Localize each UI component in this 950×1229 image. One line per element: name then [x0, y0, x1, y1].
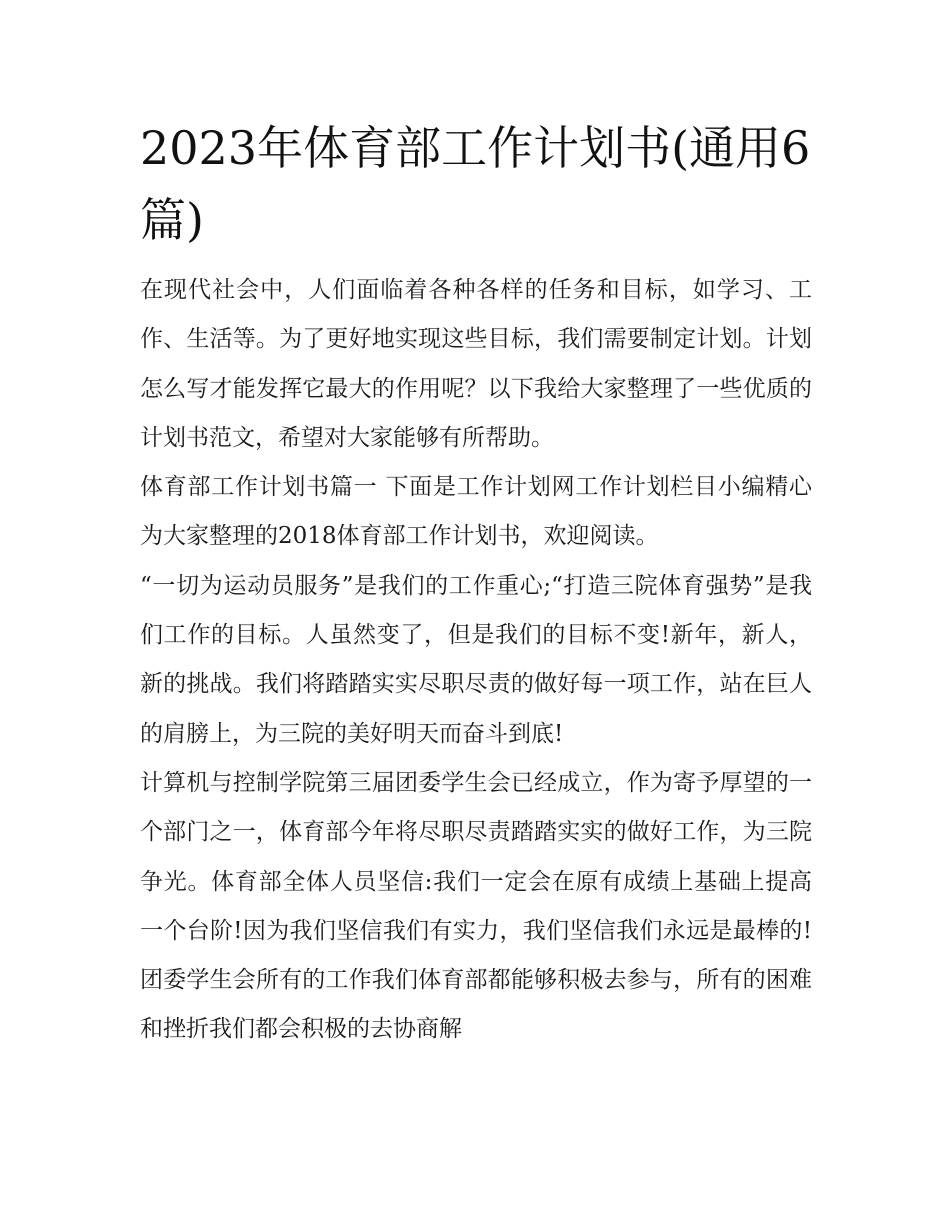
paragraph-intro: 在现代社会中，人们面临着各种各样的任务和目标，如学习、工作、生活等。为了更好地实现这些目标，我们需要制定计划。计划怎么写才能发挥它最大的作用呢？以下我给大家整理了一些优质的计划书范文，希望对大家能够有所帮助。 — [140, 277, 812, 451]
paragraph-plan-one: 体育部工作计划书篇一 下面是工作计划网工作计划栏目小编精心为大家整理的2018体育部工作计划书，欢迎阅读。 — [140, 474, 812, 550]
document-body — [140, 112, 812, 1055]
paragraph-goal: “一切为运动员服务”是我们的工作重心;“打造三院体育强势”是我们工作的目标。人虽然变了，但是我们的目标不变!新年，新人，新的挑战。我们将踏踏实实尽职尽责的做好每一项工作，站在巨人的肩膀上，为三院的美好明天而奋斗到底! — [140, 572, 812, 747]
document-title: 2023年体育部工作计划书(通用6篇) — [140, 121, 811, 247]
paragraph-department: 计算机与控制学院第三届团委学生会已经成立，作为寄予厚望的一个部门之一，体育部今年将尽职尽责踏踏实实的做好工作，为三院争光。体育部全体人员坚信:我们一定会在原有成绩上基础上提高一个台阶!因为我们坚信我们有实力，我们坚信我们永远是最棒的!团委学生会所有的工作我们体育部都能够积极去参与，所有的困难和挫折我们都会积极的去协商解 — [140, 769, 812, 1043]
